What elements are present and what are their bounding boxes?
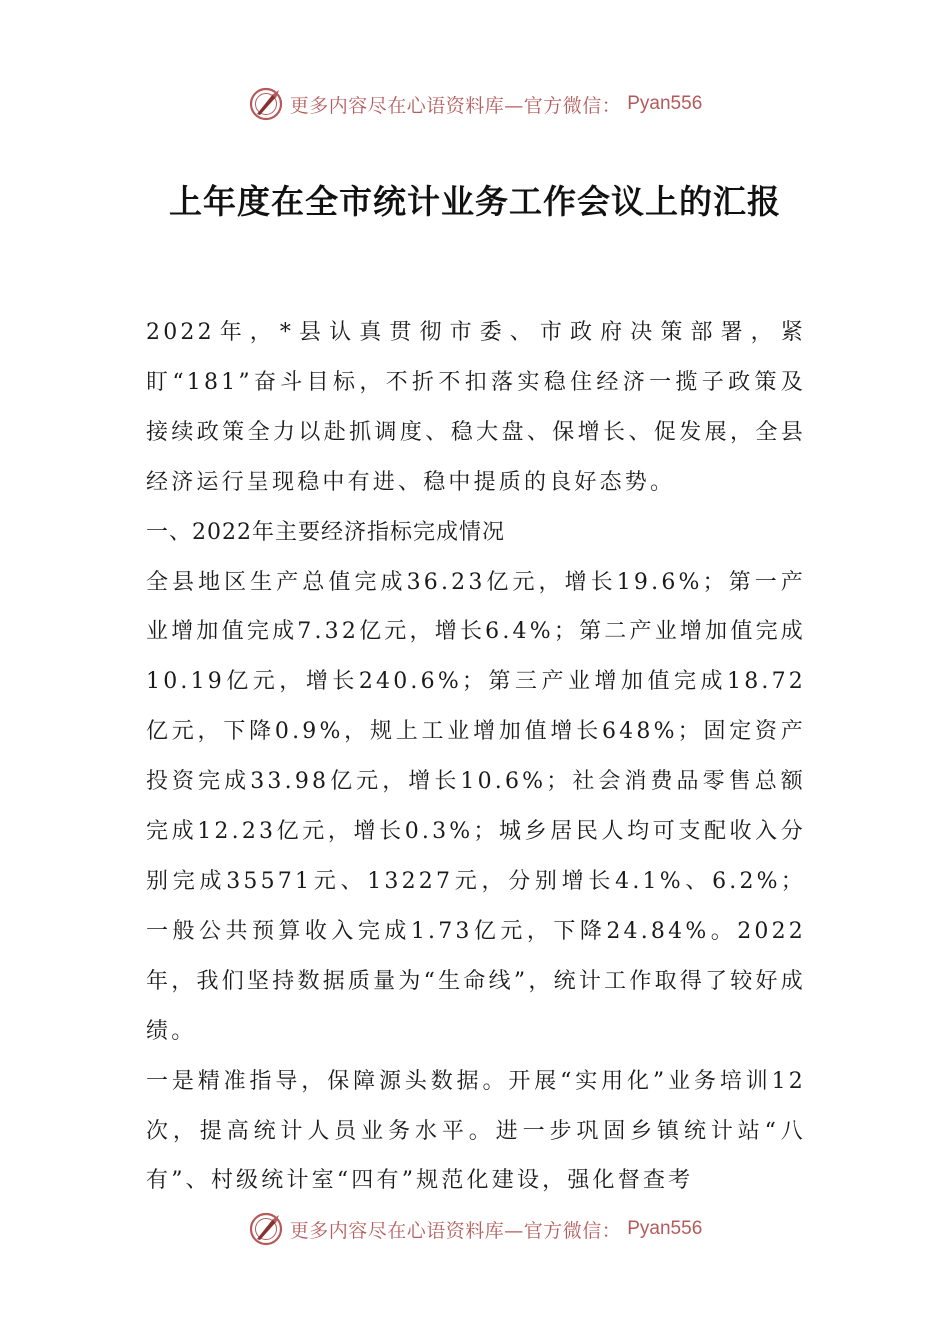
- body-paragraph: 全县地区生产总值完成36.23亿元，增长19.6%；第一产业增加值完成7.32亿元，增长6.4%；第二产业增加值完成10.19亿元，增长240.6%；第三产业增加值完成18.72亿元，下降0.9%，规上工业增加值增长648%；固定资产投资完成33.98亿元，增长10.6%；社会消费品零售总额完成12.23亿元，增长0.3%；城乡居民人均可支配收入分别完成35571元、13227元，分别增长4.1%、6.2%；一般公共预算收入完成1.73亿元，下降24.84%。2022年，我们坚持数据质量为“生命线”，统计工作取得了较好成绩。: [146, 569, 806, 1044]
- document-body: [146, 308, 806, 1206]
- body-paragraph: 2022年，*县认真贯彻市委、市政府决策部署，紧盯“181”奋斗目标，不折不扣落实稳住经济一揽子政策及接续政策全力以赴抓调度、稳大盘、保增长、促发展，全县经济运行呈现稳中有进、稳中提质的良好态势。: [146, 320, 806, 495]
- watermark-wechat-id: Pyan556: [627, 93, 703, 114]
- watermark-text: 更多内容尽在心语资料库—官方微信：: [289, 94, 622, 117]
- section-heading: 一、2022年主要经济指标完成情况: [146, 519, 505, 545]
- body-paragraph: 一是精准指导，保障源头数据。开展“实用化”业务培训12次，提高统计人员业务水平。进一步巩固乡镇统计站“八有”、村级统计室“四有”规范化建设，强化督查考: [146, 1068, 806, 1194]
- quill-logo-icon: [248, 86, 284, 122]
- watermark-wechat-id: Pyan556: [627, 1218, 703, 1239]
- quill-logo-icon: [248, 1211, 284, 1247]
- watermark-footer: [0, 1207, 950, 1251]
- document-title: 上年度在全市统计业务工作会议上的汇报: [169, 182, 781, 221]
- watermark-text: 更多内容尽在心语资料库—官方微信：: [289, 1219, 622, 1242]
- watermark-header: [0, 82, 950, 126]
